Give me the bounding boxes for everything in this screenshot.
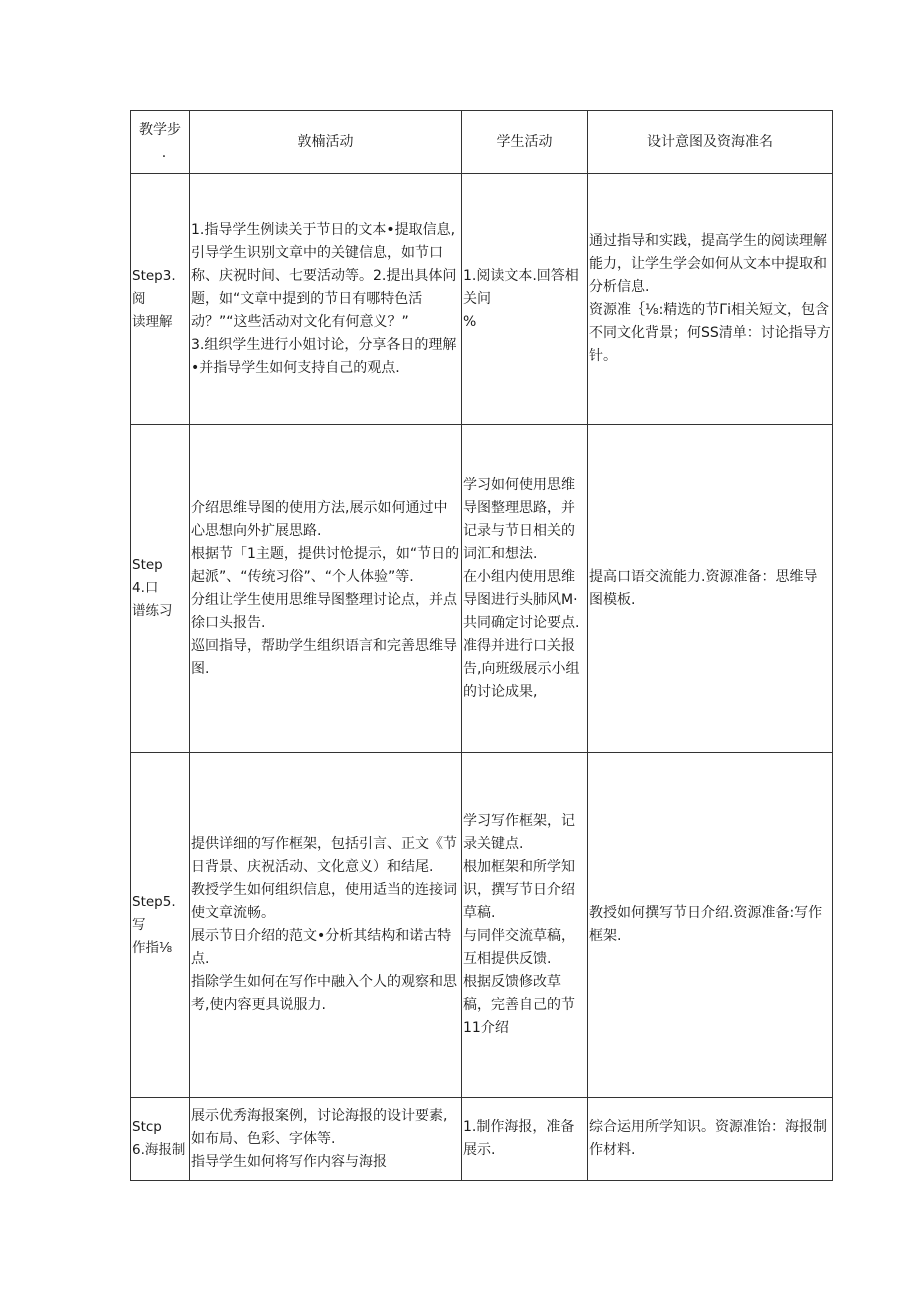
student-activity-cell <box>462 425 588 753</box>
header-student: 学生活动 <box>462 111 588 174</box>
teacher-activity-text: 1.指导学生例读关于节日的文本•提取信息,引导学生识别文章中的关键信息，如节口称、庆祝时间、七要活动等。2.提出具体问题，如“文章中提到的节日有哪特色活动？”“这些活动对文化有何意义？” <box>191 221 457 330</box>
student-activity-text: % <box>463 313 477 330</box>
student-activity-text: 与同伴交流草稿，互相提供反馈. <box>463 928 575 967</box>
table-row <box>131 425 833 753</box>
step-line: 作指⅛ <box>132 939 173 956</box>
teacher-activity-cell <box>190 753 462 1098</box>
design-intent-text: 教授如何撰写节日介绍.资源准备:写作框架. <box>589 905 823 944</box>
step-line: 4.口 <box>132 580 159 596</box>
teacher-activity-text: 指除学生如何在写作中融入个人的观察和思考,使内容更具说服力. <box>191 974 457 1013</box>
design-intent-text: 资源准｛⅛:精选的节Γi相关短文，包含不同文化背景；何SS清单：讨论指导方针。 <box>589 302 831 364</box>
student-activity-cell <box>462 753 588 1098</box>
student-activity-text: 1.制作海报，准备展示. <box>463 1119 575 1158</box>
student-activity-text: 准得并进行口关报告,向班级展示小组的讨论成果, <box>463 637 580 700</box>
step-cell <box>131 425 190 753</box>
teacher-activity-text: 巡回指导，帮助学生组织语言和完善思维导图. <box>191 637 457 677</box>
student-activity-text: 1.阅读文本.回答相关问 <box>463 267 579 307</box>
header-design: 设计意图及资海准名 <box>588 111 833 174</box>
teacher-activity-text: 展示节日介绍的范文•分析其结构和诺古特点. <box>191 928 452 967</box>
step-line: Step3.阅 <box>132 267 176 307</box>
teacher-activity-text: 展示优秀海报案例，讨论海报的设计要素,如布局、色彩、字体等. <box>191 1107 448 1147</box>
student-activity-text: 学习写作框架，记录关键点. <box>463 813 575 852</box>
step-cell <box>131 753 190 1098</box>
header-step <box>131 111 190 174</box>
step-line: 读理解 <box>132 313 173 330</box>
design-intent-cell <box>588 1098 833 1181</box>
step-cell <box>131 174 190 425</box>
teacher-activity-text: 分组让学生使用思维导图整理讨论点，并点徐口头报告. <box>191 591 457 631</box>
design-intent-text: 通过指导和实践，提高学生的阅读理解能力，让学生学会如何从文本中提取和分析信息. <box>589 233 827 295</box>
step-line: 6.海报制 <box>132 1142 186 1158</box>
teacher-activity-text: 提供详细的写作框架，包括引言、正文《节日背景、庆祝活动、文化意义）和结尾. <box>191 836 457 875</box>
design-intent-text: 综合运用所学知识。资源准饴：海报制作材料. <box>589 1119 827 1158</box>
teacher-activity-text: 教授学生如何组织信息，使用适当的连接词使文章流畅。 <box>191 882 457 921</box>
step-line: Stcp <box>132 1119 162 1135</box>
header-step-line1: 教学步 <box>139 122 181 138</box>
header-row <box>131 111 833 174</box>
student-activity-text: 根加框架和所学知识，撰写节日介绍草稿. <box>463 859 575 921</box>
teacher-activity-text: 3.组织学生进行小姐讨论，分享各日的理解•并指导学生如何支持自己的观点. <box>191 336 457 376</box>
teacher-activity-text: 指导学生如何将写作内容与海报 <box>191 1153 387 1170</box>
step-line: Step5.写 <box>132 893 176 933</box>
header-teacher: 敦楠活动 <box>190 111 462 174</box>
header-step-line2: . <box>161 145 167 161</box>
teacher-activity-text: 根据节「1主题，提供讨怆提示，如“节日的起派”、“传统习俗”、“个人体验”等. <box>191 545 460 585</box>
teacher-activity-cell <box>190 174 462 425</box>
student-activity-cell <box>462 174 588 425</box>
student-activity-text: 学习如何使用思维导图整理思路，并记录与节日相关的词汇和想法. <box>463 476 575 562</box>
student-activity-text: 根据反馈修改草稿，完善自己的节11介绍 <box>463 974 575 1036</box>
design-intent-cell <box>588 425 833 753</box>
design-intent-text: 提高口语交流能力.资源准备：思维导图模板. <box>589 568 818 608</box>
table-row <box>131 753 833 1098</box>
step-line: Step <box>132 557 163 573</box>
step-cell <box>131 1098 190 1181</box>
student-activity-cell <box>462 1098 588 1181</box>
design-intent-cell <box>588 174 833 425</box>
teacher-activity-cell <box>190 425 462 753</box>
design-intent-cell <box>588 753 833 1098</box>
table-row <box>131 1098 833 1181</box>
step-line: 谱练习 <box>132 603 173 619</box>
teacher-activity-text: 介绍思维导图的使用方法,展示如何通过中心思想向外扩展思路. <box>191 499 448 539</box>
table-row <box>131 174 833 425</box>
lesson-plan-table <box>130 110 833 1181</box>
student-activity-text: 在小组内使用思维导图进行头肺风M·共同确定讨论要点. <box>463 568 580 631</box>
teacher-activity-cell <box>190 1098 462 1181</box>
